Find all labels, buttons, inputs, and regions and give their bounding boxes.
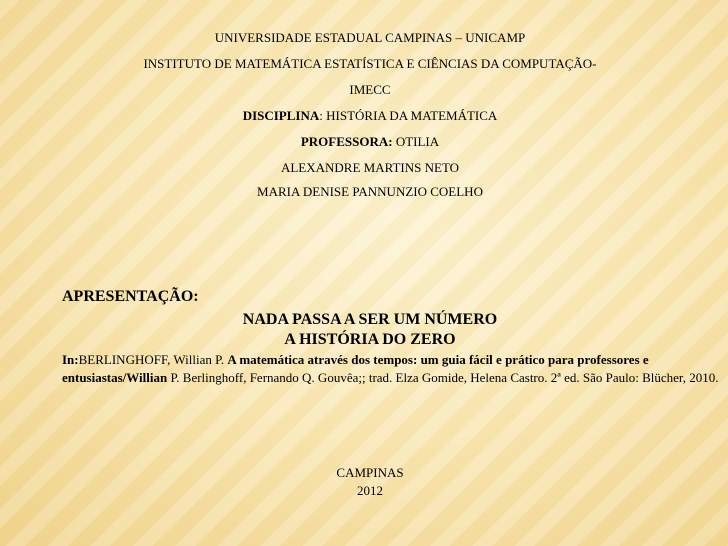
year: 2012 <box>357 483 383 498</box>
university-name: UNIVERSIDADE ESTADUAL CAMPINAS – UNICAMP <box>214 30 526 45</box>
presentation-title-line2: A HISTÓRIA DO ZERO <box>284 331 456 348</box>
discipline-line <box>0 108 728 124</box>
bibliographic-reference <box>62 351 722 387</box>
reference-authors: BERLINGHOFF, Willian P. <box>78 352 228 367</box>
author-1: ALEXANDRE MARTINS NETO <box>280 160 460 175</box>
presentation-label: APRESENTAÇÃO: <box>62 288 199 305</box>
presentation-title-line1: NADA PASSA A SER UM NÚMERO <box>242 311 498 328</box>
reference-details: P. Berlinghoff, Fernando Q. Gouvêa;; trad. Elza Gomide, Helena Castro. 2ª ed. São Paulo: Blücher, 2010. <box>167 370 719 385</box>
discipline-label: DISCIPLINA <box>242 108 320 123</box>
institute-name: INSTITUTO DE MATEMÁTICA ESTATÍSTICA E CIÊNCIAS DA COMPUTAÇÃO- <box>143 56 597 71</box>
discipline-value: : HISTÓRIA DA MATEMÁTICA <box>319 108 498 123</box>
city: CAMPINAS <box>336 465 404 480</box>
professor-value: OTILIA <box>392 134 440 149</box>
professor-label: PROFESSORA: <box>300 134 393 149</box>
reference-in-label: In: <box>62 352 79 367</box>
author-2: MARIA DENISE PANNUNZIO COELHO <box>257 184 483 199</box>
professor-line <box>0 134 728 150</box>
reference-book-title: A matemática através dos tempos: um guia fácil e prático para professores e entusiastas/Willian <box>62 352 649 385</box>
institute-acronym: IMECC <box>349 82 391 97</box>
